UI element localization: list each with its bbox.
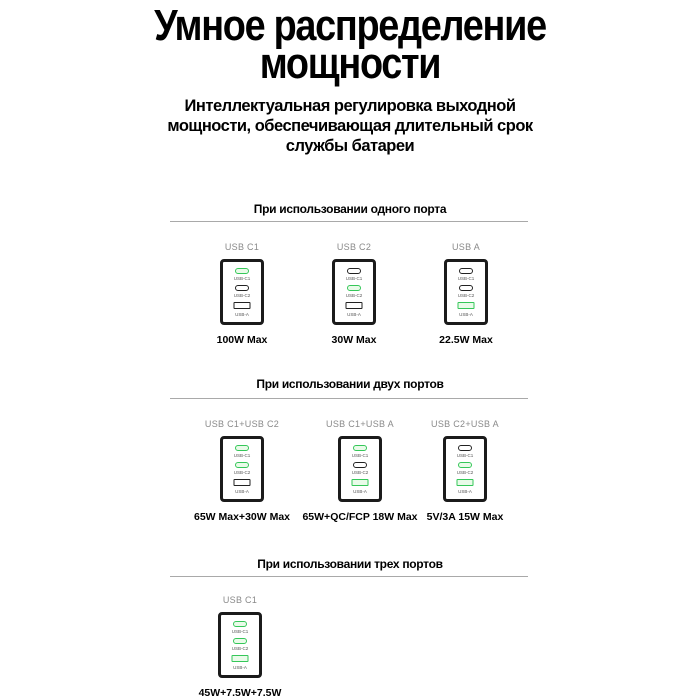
usb-c1-port-label: USB-C1 — [231, 629, 249, 634]
usb-c1-port-icon — [235, 445, 249, 451]
usb-c2-port-icon — [458, 462, 472, 468]
section-divider — [170, 398, 528, 399]
usb-c2-port-label: USB-C2 — [233, 470, 251, 475]
usb-c1-port-label: USB-C1 — [233, 453, 251, 458]
config-label: USB C1+USB A — [326, 419, 394, 429]
config-label: USB A — [451, 242, 480, 252]
usb-a-port-label: USB-A — [458, 489, 472, 494]
usb-c2-port-label: USB-C2 — [457, 293, 475, 298]
usb-c2-port-icon — [233, 638, 247, 644]
usb-a-port-label: USB-A — [459, 312, 473, 317]
usb-c2-port-label: USB-C2 — [456, 470, 474, 475]
usb-c1-port-icon — [353, 445, 367, 451]
section-title-one-port: При использовании одного порта — [253, 202, 447, 216]
usb-c2-port-label: USB-C2 — [233, 293, 251, 298]
charger-icon — [443, 436, 487, 502]
usb-a-port-label: USB-A — [347, 312, 361, 317]
usb-a-port-icon — [234, 302, 251, 309]
usb-a-port-label: USB-A — [233, 665, 247, 670]
usb-c2-port-icon — [235, 285, 249, 291]
usb-c2-port-icon — [459, 285, 473, 291]
usb-a-port-label: USB-A — [235, 489, 249, 494]
config-label: USB C1+USB C2 — [204, 419, 280, 429]
usb-a-port-label: USB-A — [235, 312, 249, 317]
usb-c2-port-icon — [347, 285, 361, 291]
usb-c1-port-icon — [347, 268, 361, 274]
charger-icon — [220, 436, 264, 502]
usb-a-port-label: USB-A — [353, 489, 367, 494]
usb-c1-port-icon — [459, 268, 473, 274]
usb-a-port-icon — [232, 655, 249, 662]
charger-icon — [218, 612, 262, 678]
config-power-value: 30W Max — [331, 334, 377, 346]
usb-a-port-icon — [352, 479, 369, 486]
usb-c1-port-icon — [233, 621, 247, 627]
subtitle-line-2: мощности, обеспечивающая длительный срок — [167, 117, 533, 135]
config-power-value: 22.5W Max — [439, 334, 493, 346]
charger-icon — [332, 259, 376, 325]
usb-c1-port-label: USB-C1 — [233, 276, 251, 281]
usb-a-port-icon — [458, 302, 475, 309]
usb-c2-port-icon — [235, 462, 249, 468]
subtitle — [150, 96, 550, 156]
section-divider — [170, 221, 528, 222]
config-label: USB C1 — [222, 595, 258, 605]
usb-c2-port-label: USB-C2 — [345, 293, 363, 298]
usb-c1-port-label: USB-C1 — [456, 453, 474, 458]
config-label: USB C2+USB A — [431, 419, 499, 429]
page-title-line-2: мощности — [259, 39, 441, 88]
section-divider — [170, 576, 528, 577]
usb-c2-port-icon — [353, 462, 367, 468]
config-power-value: 65W Max+30W Max — [194, 511, 290, 523]
config-power-value: 5V/3A 15W Max — [426, 511, 504, 523]
section-title-two-ports: При использовании двух портов — [256, 377, 444, 391]
config-usb-a — [396, 241, 536, 346]
charger-icon — [444, 259, 488, 325]
usb-c1-port-label: USB-C1 — [457, 276, 475, 281]
usb-a-port-icon — [457, 479, 474, 486]
section-title-three-ports: При использовании трех портов — [257, 557, 443, 571]
charger-icon — [338, 436, 382, 502]
usb-a-port-icon — [234, 479, 251, 486]
config-power-value: 100W Max — [216, 334, 268, 346]
usb-c2-port-label: USB-C2 — [231, 646, 249, 651]
config-usb-c2-a — [395, 418, 535, 523]
usb-c1-port-label: USB-C1 — [345, 276, 363, 281]
usb-c1-port-icon — [458, 445, 472, 451]
page-title-line-1: Умное распределение — [154, 1, 546, 50]
config-all-ports — [170, 594, 310, 699]
usb-c1-port-label: USB-C1 — [351, 453, 369, 458]
usb-a-port-icon — [346, 302, 363, 309]
usb-c1-port-icon — [235, 268, 249, 274]
config-power-value: 65W+QC/FCP 18W Max — [302, 511, 418, 523]
config-label: USB C2 — [336, 242, 372, 252]
charger-icon — [220, 259, 264, 325]
config-power-value: 45W+7.5W+7.5W — [198, 687, 282, 699]
config-label: USB C1 — [224, 242, 260, 252]
subtitle-line-3: службы батареи — [285, 137, 415, 155]
subtitle-line-1: Интеллектуальная регулировка выходной — [184, 97, 516, 115]
usb-c2-port-label: USB-C2 — [351, 470, 369, 475]
